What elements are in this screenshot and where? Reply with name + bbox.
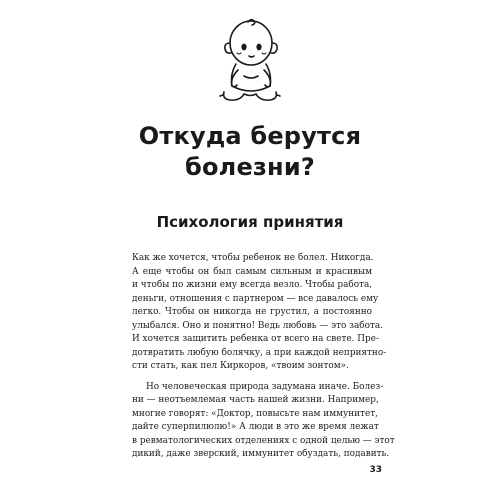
text-line: сти стать, как пел Киркоров, «твоим зонтом».: [132, 361, 349, 371]
text-line: А еще чтобы он был самым сильным и красивым: [132, 266, 372, 277]
text-line: дотвратить любую болячку, а при каждой неприятно-: [132, 347, 387, 358]
chapter-title-line: Откуда берутся: [138, 122, 362, 150]
text-line: улыбался. Оно и понятно! Ведь любовь — это забота.: [132, 320, 384, 331]
body-text: [132, 252, 395, 462]
page-number: 33: [369, 465, 382, 475]
text-line: И хочется защитить ребенка от всего на свете. Пре-: [132, 334, 379, 344]
chapter-title: [0, 121, 500, 183]
section-title: Психология принятия: [156, 213, 344, 231]
text-line: Но человеческая природа задумана иначе. Болез-: [146, 381, 384, 392]
text-line: многие говорят: «Доктор, повысьте нам иммунитет,: [132, 408, 378, 419]
baby-icon: [214, 14, 286, 104]
text-line: в ревматологических отделениях с одной целью — этот: [132, 435, 395, 446]
text-line: дикий, даже зверский, иммунитет обуздать, подавить.: [132, 449, 390, 459]
paragraph: [132, 252, 387, 374]
text-line: деньги, отношения с партнером — все давалось ему: [132, 293, 379, 304]
text-line: ни — неотъемлемая часть нашей жизни. Например,: [132, 395, 379, 405]
text-line: Как же хочется, чтобы ребенок не болел. Никогда.: [132, 253, 374, 263]
paragraph: [132, 381, 395, 462]
text-line: и чтобы по жизни ему всегда везло. Чтобы работа,: [132, 280, 373, 290]
chapter-title-line: болезни?: [185, 153, 315, 181]
text-line: легко. Чтобы он никогда не грустил, а постоянно: [132, 307, 372, 317]
text-line: дайте суперпилюлю!» А люди в это же время лежат: [132, 422, 379, 432]
